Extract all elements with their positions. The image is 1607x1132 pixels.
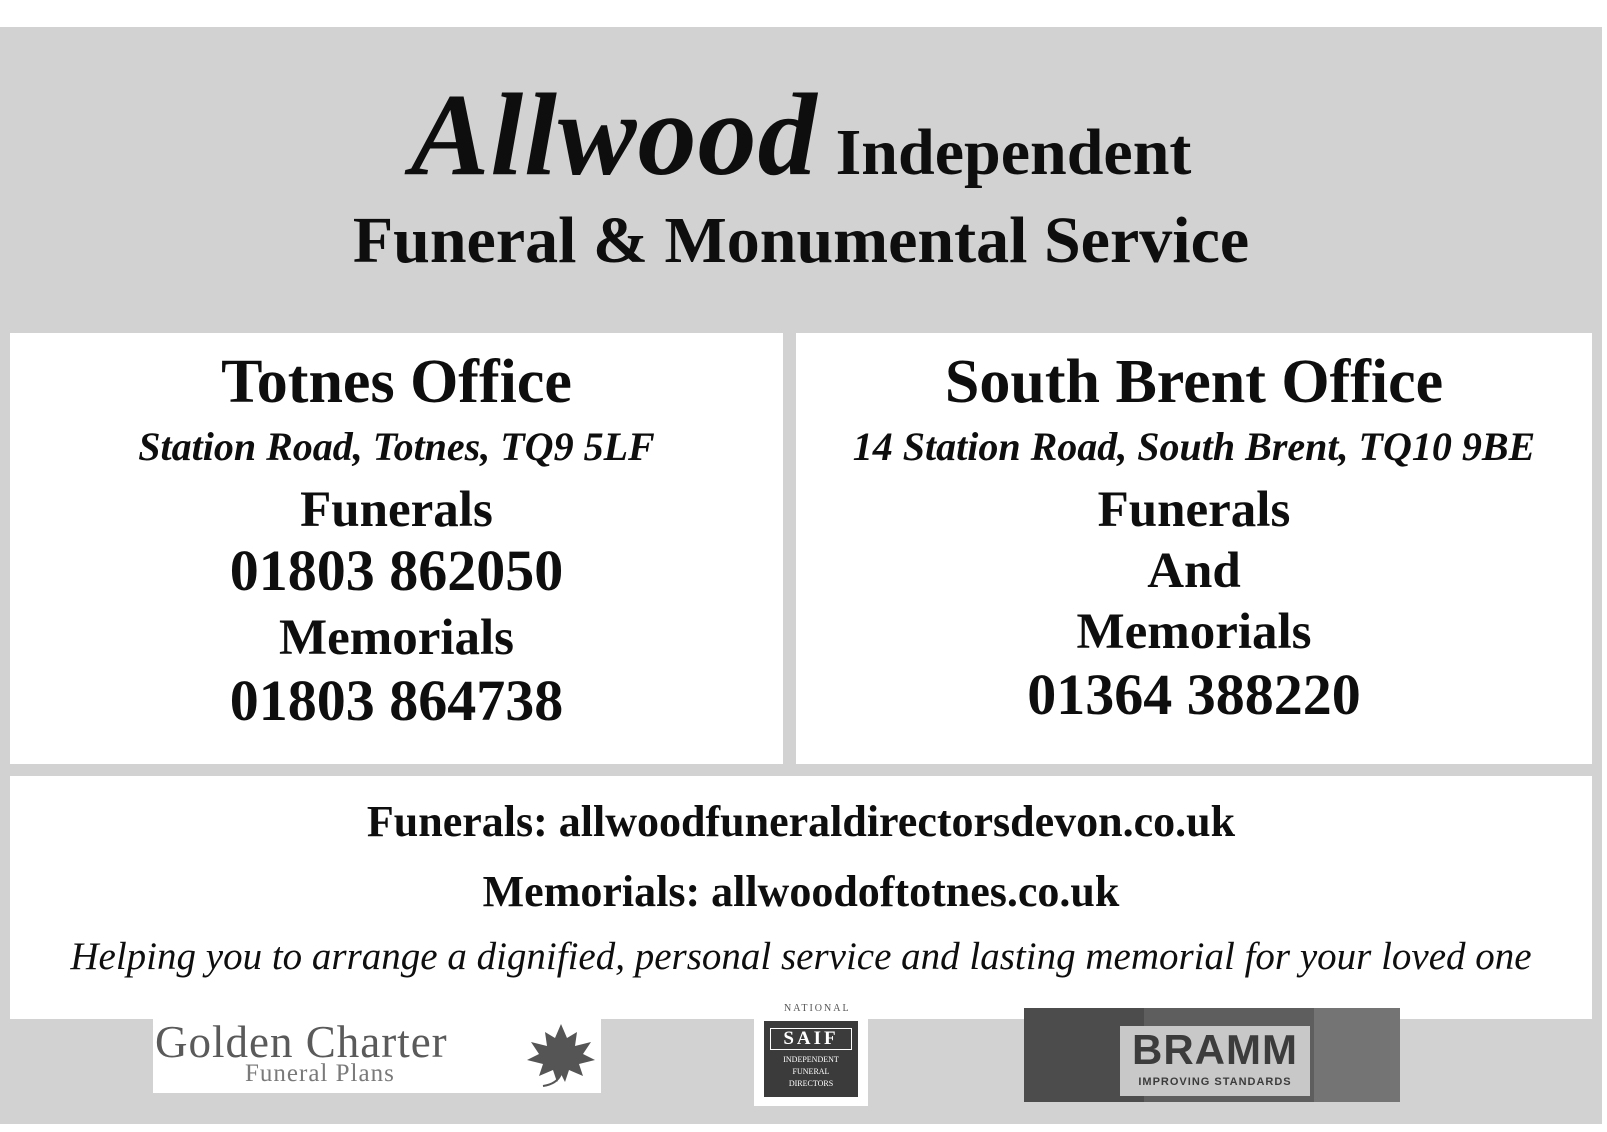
- funerals-website-link[interactable]: Funerals: allwoodfuneraldirectorsdevon.co.uk: [366, 797, 1236, 846]
- saif-sub-1: INDEPENDENT: [783, 1055, 839, 1064]
- websites-panel: [10, 776, 1592, 1019]
- brand-header: [0, 27, 1602, 332]
- saif-sub-2: FUNERAL: [792, 1067, 830, 1076]
- office-phone[interactable]: 01364 388220: [1027, 662, 1361, 727]
- advert: [0, 27, 1602, 1124]
- memorials-website-link[interactable]: Memorials: allwoodoftotnes.co.uk: [482, 867, 1120, 916]
- brand-name: Allwood: [410, 69, 818, 200]
- office-title: Totnes Office: [221, 348, 572, 416]
- office-address: 14 Station Road, South Brent, TQ10 9BE: [852, 424, 1536, 469]
- saif-sub-3: DIRECTORS: [788, 1079, 834, 1088]
- bramm-sub: IMPROVING STANDARDS: [1138, 1076, 1292, 1088]
- memorials-phone[interactable]: 01803 864738: [229, 668, 564, 733]
- office-address: Station Road, Totnes, TQ9 5LF: [138, 424, 655, 469]
- service-title: Funeral & Monumental Service: [352, 204, 1250, 277]
- bramm-name: BRAMM: [1132, 1026, 1298, 1073]
- funerals-phone[interactable]: 01803 862050: [229, 538, 564, 603]
- golden-charter-name: Golden Charter: [155, 1017, 448, 1067]
- golden-charter-logo: [153, 1016, 601, 1093]
- saif-name: SAIF: [770, 1028, 852, 1050]
- memorials-label: Memorials: [278, 610, 515, 666]
- office-panel-south-brent: [796, 333, 1592, 764]
- funerals-label: Funerals: [1097, 482, 1291, 538]
- bramm-texture: [1314, 1008, 1400, 1102]
- memorials-label: Memorials: [1076, 604, 1312, 660]
- funerals-label: Funerals: [300, 482, 493, 538]
- bramm-logo: [1024, 1008, 1400, 1102]
- office-title: South Brent Office: [944, 348, 1444, 416]
- saif-logo: [754, 1003, 868, 1106]
- golden-charter-sub: Funeral Plans: [245, 1060, 395, 1087]
- and-label: And: [1147, 543, 1241, 599]
- brand-suffix: Independent: [835, 116, 1192, 189]
- saif-arc-text: NATIONAL: [784, 1003, 851, 1014]
- brand-title: [0, 67, 1602, 203]
- bramm-plate: [1120, 1026, 1310, 1096]
- tagline: Helping you to arrange a dignified, personal service and lasting memorial for your loved one: [70, 935, 1532, 978]
- office-panel-totnes: [10, 333, 783, 764]
- maple-leaf-icon: [521, 1020, 599, 1090]
